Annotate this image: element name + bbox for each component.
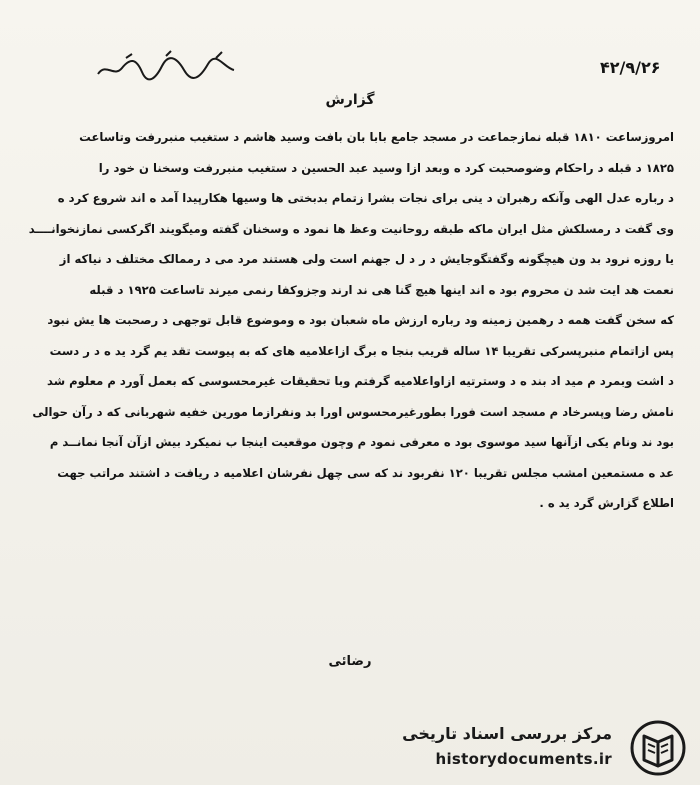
archive-logo-icon xyxy=(630,720,686,776)
report-line: ۱۸۲۵ د قبله د راحکام وضوصحبت کرد ه وبعد ازا وسید عبد الحسین د ستغیب منبررفت وسخنا ن خود را xyxy=(98,160,674,175)
report-line: یا روزه نرود بد ون هیچگونه وگفتگوجایش د ر د ل جهنم است ولی هستند مرد می د رممالک مختلف د نیاکه از xyxy=(59,252,674,266)
signature: رضائی xyxy=(328,654,372,669)
report-line: امروزساعت ۱۸۱۰ قبله نمازجماعت در مسجد جامع بابا بان بافت وسید هاشم د ستغیب منبررفت وتاساعت xyxy=(79,130,674,144)
report-line: نعمت هد ایت شد ن محروم بود ه اند اینها هیچ گنا هی ند ارند وجزوکفا رنمی میرند تاساعت ۱۹۲۵ د قبله xyxy=(89,282,674,297)
watermark-site: historydocuments.ir xyxy=(435,750,612,768)
document-date: ۴۲/۹/۲۶ xyxy=(600,58,661,77)
report-line: بود ند ونام یکی ازآنها سید موسوی بود ه معرفی نمود م وچون موقعیت اینجا ب نمیکرد بیش ازآن آنجا نمانــد م xyxy=(49,435,674,449)
report-line: د رباره عدل الهی وآنکه رهبران د ینی برای نجات بشرا زتمام بدبختی ها وسیها هکارپیدا آمد ه اند شروع کرد ه xyxy=(57,191,674,205)
report-line: عد ه مستمعین امشب مجلس تقریبا ۱۲۰ نفربود ند که سی چهل نفرشان اعلامیه د ریافت د اشتند مراتب جهت xyxy=(57,465,674,480)
report-body xyxy=(28,122,674,519)
watermark xyxy=(404,718,694,778)
document-title: گزارش xyxy=(325,92,375,108)
report-line: وی گفت د رمسلکش مثل ایران ماکه طبقه روحانیت وعظ ها نمود ه وسخنان گفته ومیگویند اگرکسی نمازنخوانــــد xyxy=(28,221,674,236)
report-line: اطلاع گزارش گرد ید ه . xyxy=(539,496,674,510)
watermark-name: مرکز بررسی اسناد تاریخی xyxy=(402,724,612,743)
report-line: نامش رضا وپسرخاد م مسجد است فورا بطورغیرمحسوس اورا بد ونفرازما مورین خفیه شهربانی که د رآن حوالی xyxy=(32,404,674,419)
report-line: د اشت وبمرد م مید اد بند ه د وسترتیه ازاواعلامیه گرفتم وبا تحقیقات غیرمحسوسی که بعمل آورد م معلوم شد xyxy=(47,374,674,388)
report-line: پس ازاتمام منبرپسرکی تقریبا ۱۴ ساله قریب بنجا ه برگ ازاعلامیه های که به پیوست تقد یم گرد ید ه د ر دست xyxy=(49,343,674,358)
report-line: که سخن گفت همه د رهمین زمینه ود رباره ارزش ماه شعبان بود ه وموضوع قابل توجهی د رصحبت ها یش نبود xyxy=(47,313,674,327)
handwritten-notation xyxy=(96,48,236,88)
